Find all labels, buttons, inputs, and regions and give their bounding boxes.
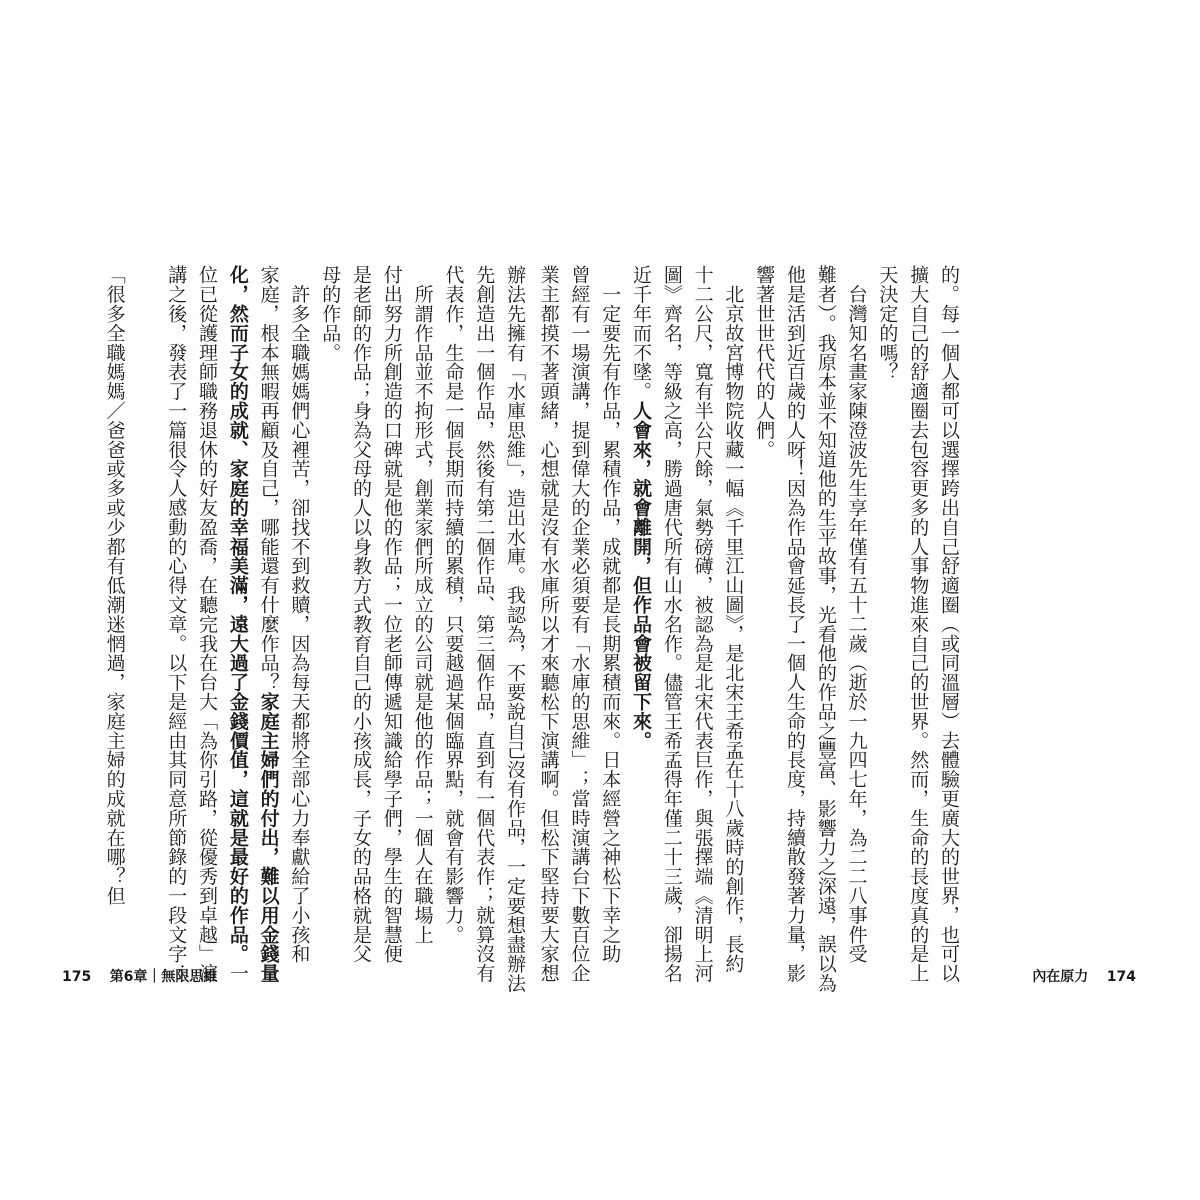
body-text: 辦法先擁有「水庫思維」，造出水庫。我認為，不要說自己沒有作品，一定要想盡辦法 [504,265,526,993]
text-column [564,265,595,983]
body-text: 的。每一個人都可以選擇跨出自己舒適圈（或同溫層）去體驗更廣大的世界，也可以 [938,265,960,983]
emphasis-text: 人會來，就會離開，但作品會被留下來。 [630,400,653,751]
text-column [779,265,810,983]
body-text: 台灣知名畫家陳澄波先生享年僅有五十二歲（逝於一九四七年，為二二八事件受 [845,265,868,964]
body-text: 家庭，根本無暇再顧及自己，哪能還有什麼作品？ [257,265,280,692]
body-text: 難者）。我原本並不知道他的生平故事，光看他的作品之豐富、影響力之深遠，誤以為 [814,265,837,993]
text-column [407,265,438,955]
text-column [656,265,687,983]
text-column [99,265,130,955]
text-column [933,265,964,983]
text-column [594,265,625,964]
body-text: 付出努力所創造的口碑就是他的作品；一位老師傳遞知識給學子們，學生的智慧便 [380,265,403,964]
left-page-footer [62,966,217,986]
body-text: 擴大自己的舒適圈去包容更多的人事物進來自己的世界。然而，生命的長度真的是上 [907,265,930,983]
body-text: 講之後，發表了一篇很令人感動的心得文章。以下是經由其同意所節錄的一段文字： [165,265,188,983]
text-column [345,265,376,964]
text-column [160,265,191,983]
chapter-running-head: 第6章｜無限思維 [109,969,218,985]
page-number: 175 [62,969,92,985]
emphasis-text: 化，然而子女的成就、家庭的幸福美滿，遠大過了金錢價值，這就是最好的作品。 [226,265,249,964]
text-column [902,265,933,983]
book-running-head: 內在原力 [1032,969,1089,985]
body-text: 位已從護理師職務退休的好友盈喬，在聽完我在台大「為你引路，從優秀到卓越」演 [196,265,219,983]
body-text: 所謂作品並不拘形式，創業家們所成立的公司就是他的作品；一個人在職場上 [411,265,434,944]
text-column [533,265,564,983]
text-column [130,265,161,955]
text-column [376,265,407,964]
text-column [872,265,903,955]
body-text: 一 [226,963,249,983]
text-column [841,265,872,964]
body-text: 代表作，生命是一個長期而持續的累積，只要越過某個臨界點，就會有影響力。 [442,265,465,944]
body-text: 圖》齊名，等級之高，勝過唐代所有山水名作。儘管王希孟得年僅二十三歲，卻揚名 [660,265,683,983]
text-column [314,265,345,955]
emphasis-text: 家庭主婦們的付出，難以用金錢量 [257,691,280,983]
text-column [222,265,253,983]
body-text: 「很多全職媽媽／爸爸或多或少都有低潮迷惘過，家庭主婦的成就在哪？但 [103,265,126,906]
right-page-footer [1032,966,1136,986]
text-column [625,265,656,955]
body-text: 響著世世代代的人們。 [753,265,776,459]
text-column [748,265,779,955]
text-column [718,265,749,974]
body-text: 曾經有一場演講，提到偉大的企業必須要有「水庫的思維」；當時演講台下數百位企 [568,265,591,983]
text-column [810,265,841,993]
right-page [537,0,1200,1200]
text-column [468,265,499,983]
text-column [687,265,718,983]
body-text: 天決定的嗎？ [876,265,899,382]
body-text: 十二公尺，寬有半公尺餘，氣勢磅礡，被認為是北宋代表巨作，與張擇端《清明上河 [691,265,714,983]
body-text: 是老師的作品；身為父母的人以身教方式教育自己的小孩成長，子女的品格就是父 [350,265,373,964]
page-number: 174 [1106,969,1136,985]
text-column [438,265,469,955]
body-text: 他是活到近百歲的人呀！因為作品會延長了一個人生命的長度，持續散發著力量，影 [784,265,807,983]
text-column [191,265,222,983]
body-text: 一定要先有作品，累積作品，成就都是長期累積而來。日本經營之神松下幸之助 [599,265,622,964]
text-column [499,265,530,993]
body-text: 北京故宮博物院收藏一幅《千里江山圖》，是北宋王希孟在十八歲時的創作，長約 [722,265,745,974]
body-text: 先創造出一個作品，然後有第二個作品、第三個作品，直到有一個代表作；就算沒有 [473,265,496,983]
body-text: 許多全職媽媽們心裡苦，卻找不到救贖，因為每天都將全部心力奉獻給了小孩和 [288,265,311,964]
right-page-body [537,265,964,993]
text-column [284,265,315,964]
body-text: 母的作品。 [319,265,342,362]
body-text: 業主都摸不著頭緒，心想就是沒有水庫所以才來聽松下演講啊。但松下堅持要大家想 [537,265,560,983]
body-text: 近千年而不墜。 [630,265,653,401]
text-column [253,265,284,983]
